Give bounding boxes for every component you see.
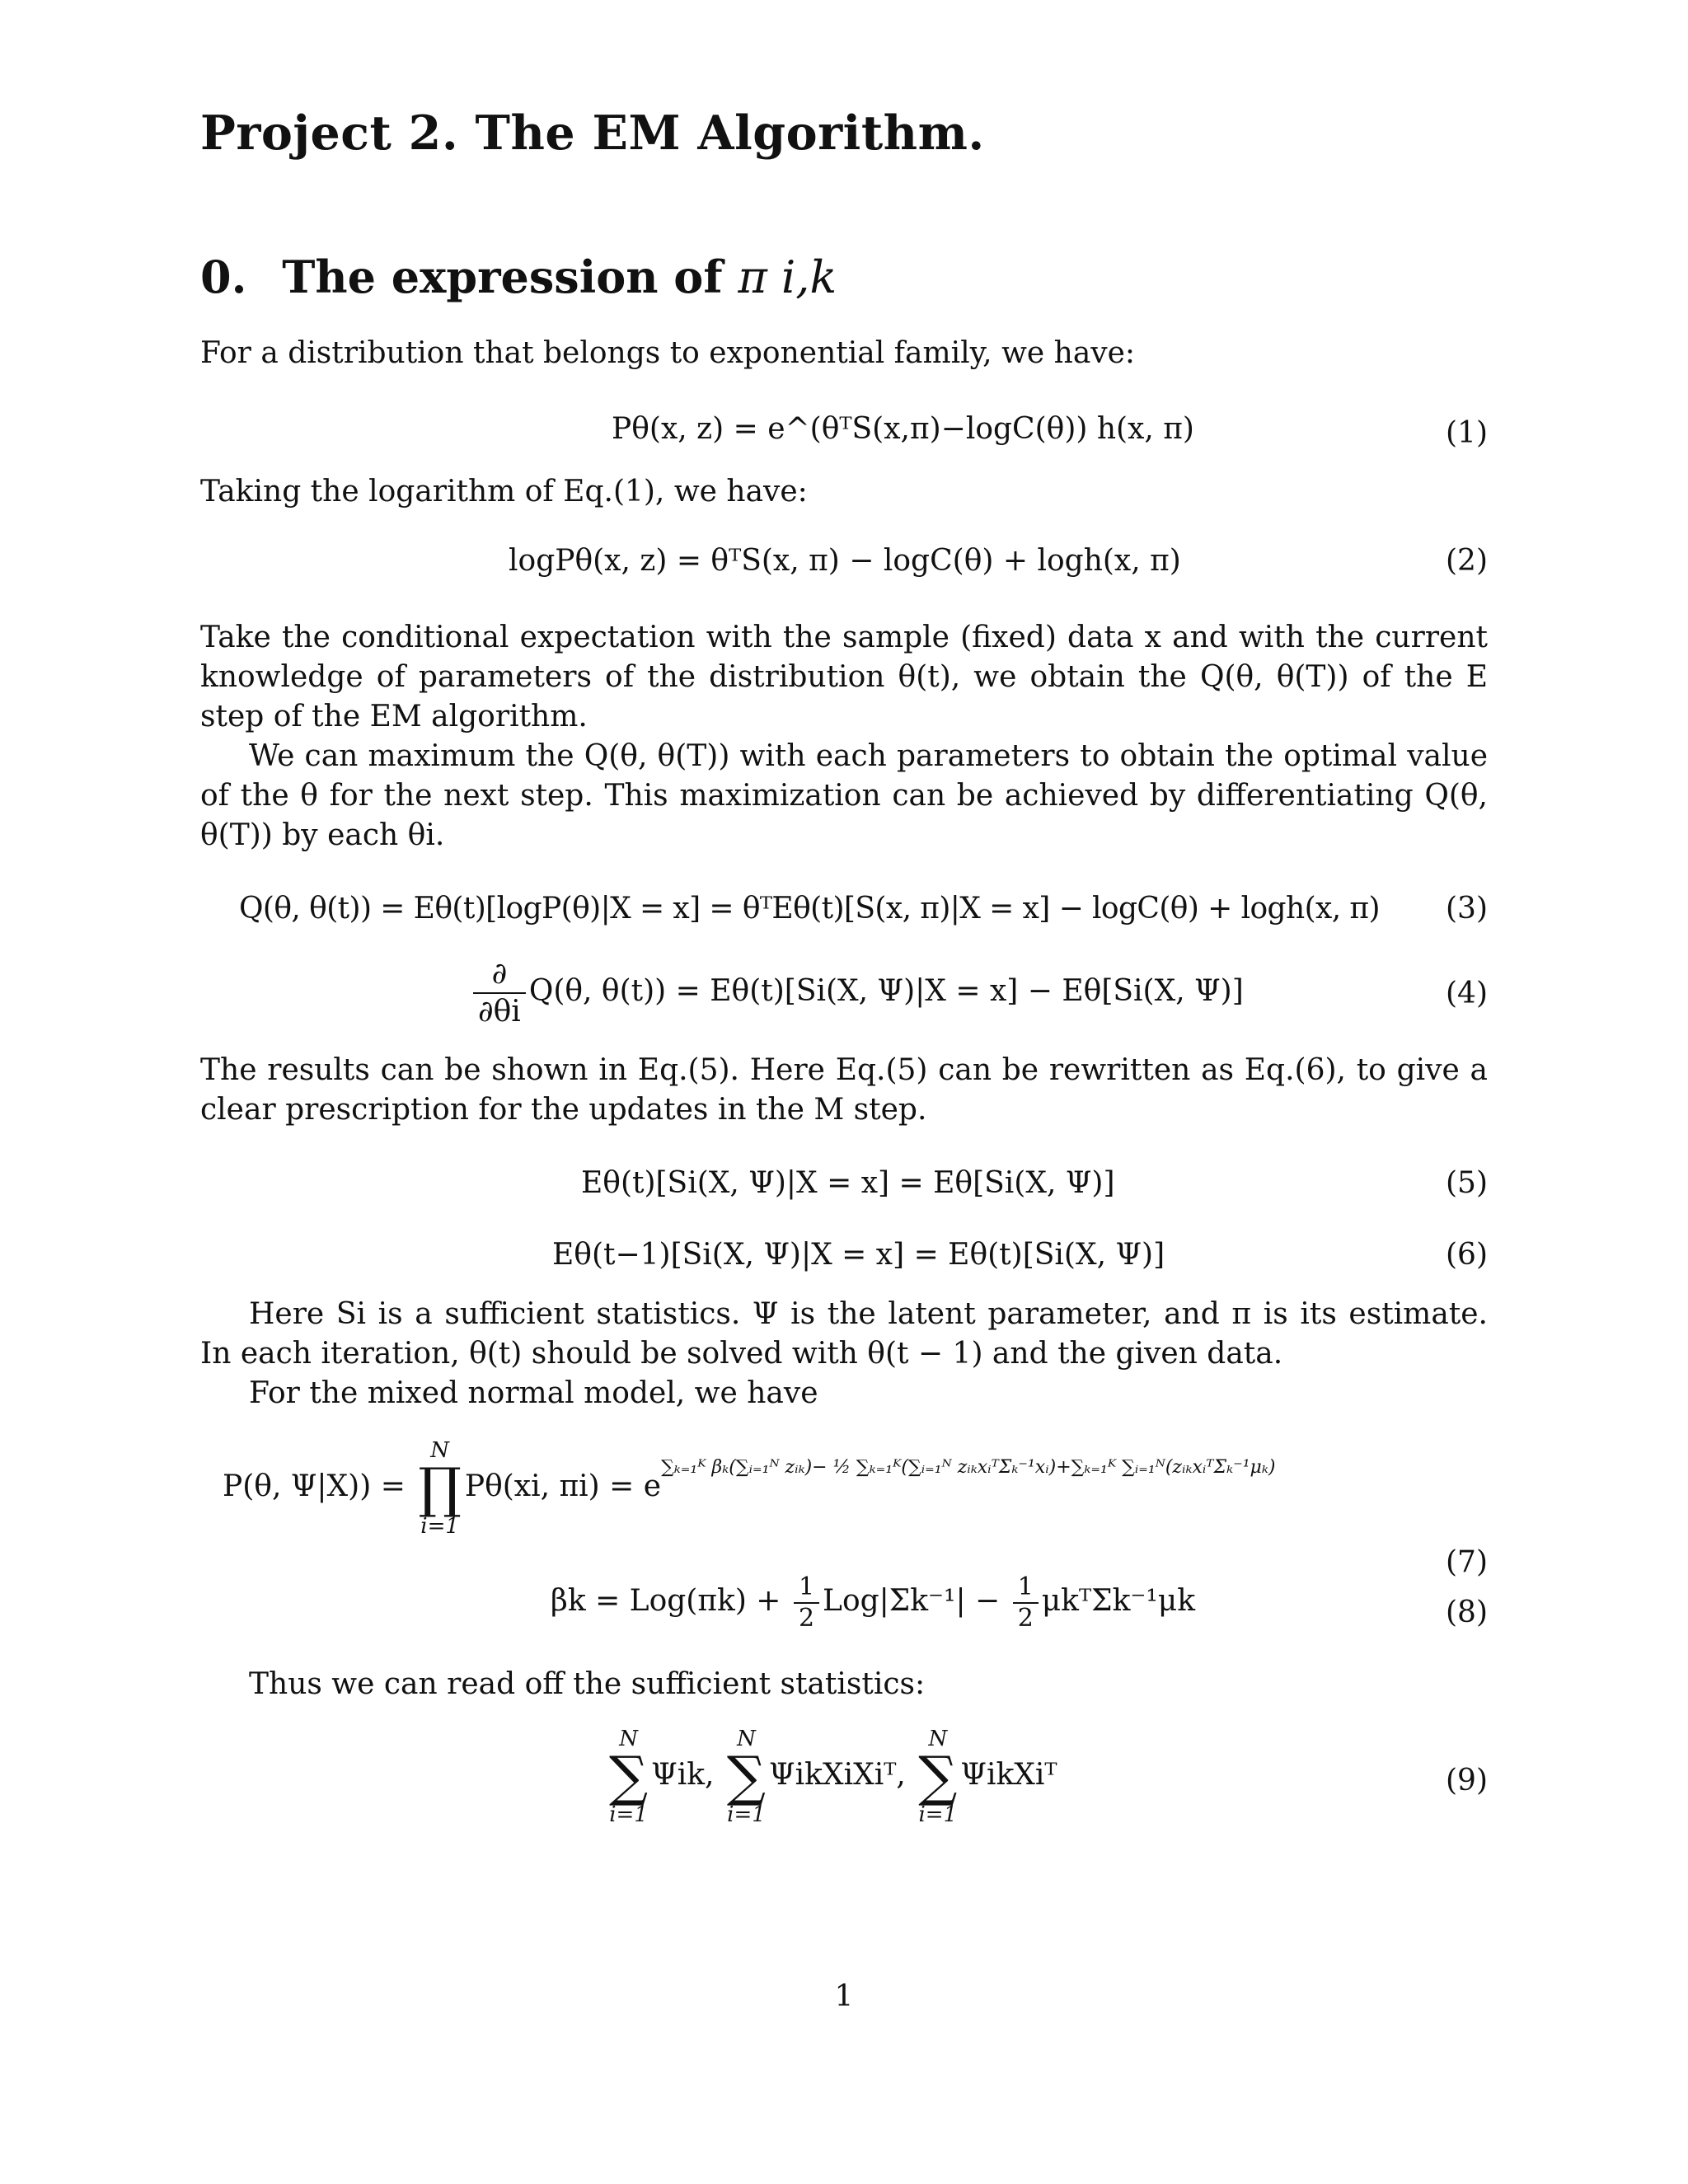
paragraph-5: The results can be shown in Eq.(5). Here Eq.(5) can be rewritten as Eq.(6), to give a clear prescription for the updates in the M step. [200, 1053, 1488, 1127]
paragraph-3: Take the conditional expectation with the sample (fixed) data x and with the current knowledge of parameters of the distribution θ(t), we obtain the Q(θ, θ(T)) of the E step of the EM algorithm. [200, 621, 1488, 733]
fraction-numerator: ∂ [473, 956, 526, 994]
equation-7-exponent: ∑ₖ₌₁ᴷ βₖ(∑ᵢ₌₁ᴺ zᵢₖ)− ½ ∑ₖ₌₁ᴷ(∑ᵢ₌₁ᴺ zᵢₖxᵢᵀΣₖ⁻¹xᵢ)+∑ₖ₌₁ᴷ ∑ᵢ₌₁ᴺ(zᵢₖxᵢᵀΣₖ⁻¹μₖ) [661, 1457, 1276, 1478]
equation-5: Eθ(t)[Si(X, Ψ)|X = x] = Eθ[Si(X, Ψ)] [581, 1166, 1115, 1200]
paragraph-1: For a distribution that belongs to exponential family, we have: [200, 336, 1136, 370]
equation-8-tail: μkᵀΣk⁻¹μk [1041, 1584, 1196, 1618]
section-math: π i,k [738, 251, 837, 303]
product-symbol: ∏ [418, 1456, 462, 1520]
sum-symbol: ∑ [609, 1745, 649, 1808]
half-fraction-2 [1013, 1572, 1039, 1633]
sum-lower-limit: i=1 [727, 1802, 766, 1827]
equation-4-rhs: Q(θ, θ(t)) = Eθ(t)[Si(X, Ψ)|X = x] − Eθ[Si(X, Ψ)] [528, 974, 1244, 1008]
equation-8 [551, 1572, 1195, 1633]
product-upper-limit: N [430, 1438, 449, 1463]
equation-8-lhs: βk = Log(πk) + [551, 1584, 781, 1618]
equation-number-3: (3) [1446, 892, 1488, 926]
equation-6: Eθ(t−1)[Si(X, Ψ)|X = x] = Eθ(t)[Si(X, Ψ)] [552, 1238, 1165, 1272]
fraction-numerator: 1 [794, 1572, 819, 1604]
sum-operator-2 [727, 1727, 766, 1827]
equation-number-1: (1) [1446, 416, 1488, 450]
sum-symbol: ∑ [918, 1745, 958, 1808]
fraction-denominator: 2 [1017, 1604, 1034, 1633]
equation-number-2: (2) [1446, 544, 1488, 578]
fraction-denominator: 2 [798, 1604, 815, 1633]
section-heading [200, 251, 837, 303]
sum-operator-3 [918, 1727, 957, 1827]
product-lower-limit: i=1 [420, 1514, 459, 1539]
paragraph-7: For the mixed normal model, we have [249, 1376, 818, 1410]
fraction-denominator: ∂θi [478, 995, 521, 1029]
sum-lower-limit: i=1 [609, 1802, 648, 1827]
equation-9 [606, 1727, 1057, 1827]
sum-upper-limit: N [619, 1727, 638, 1751]
paragraph-6: Here Si is a sufficient statistics. Ψ is the latent parameter, and π is its estimate. In each iteration, θ(t) should be solved with θ(t − 1) and the given data. [200, 1297, 1488, 1371]
statistic-2: ΨikXiXiᵀ, [769, 1758, 906, 1792]
product-operator [418, 1438, 462, 1539]
equation-1: Pθ(x, z) = e^(θᵀS(x,π)−logC(θ)) h(x, π) [612, 412, 1194, 446]
statistic-1: Ψik, [651, 1758, 715, 1792]
sum-operator-1 [609, 1727, 648, 1827]
equation-7-middle: Pθ(xi, πi) = e [464, 1469, 662, 1503]
sum-lower-limit: i=1 [918, 1802, 958, 1827]
equation-7-lhs: P(θ, Ψ|X)) = [223, 1469, 406, 1503]
half-fraction-1 [794, 1572, 819, 1633]
equation-number-5: (5) [1446, 1166, 1488, 1200]
paragraph-2: Taking the logarithm of Eq.(1), we have: [200, 475, 808, 509]
partial-derivative-fraction [473, 956, 526, 1030]
sum-symbol: ∑ [726, 1745, 767, 1808]
equation-2: logPθ(x, z) = θᵀS(x, π) − logC(θ) + logh(x, π) [509, 544, 1181, 578]
equation-number-7: (7) [1446, 1545, 1488, 1579]
equation-4 [470, 956, 1244, 1030]
equation-8-middle: Log|Σk⁻¹| − [823, 1584, 1001, 1618]
equation-number-9: (9) [1446, 1764, 1488, 1797]
equation-number-6: (6) [1446, 1238, 1488, 1272]
equation-number-8: (8) [1446, 1596, 1488, 1629]
sum-upper-limit: N [928, 1727, 948, 1751]
fraction-numerator: 1 [1013, 1572, 1039, 1604]
equation-3: Q(θ, θ(t)) = Eθ(t)[logP(θ)|X = x] = θᵀEθ(t)[S(x, π)|X = x] − logC(θ) + logh(x, π) [239, 892, 1380, 926]
paragraph-8: Thus we can read off the sufficient statistics: [249, 1667, 926, 1701]
sum-upper-limit: N [737, 1727, 756, 1751]
statistic-3: ΨikXiᵀ [960, 1758, 1057, 1792]
page-title: Project 2. The EM Algorithm. [200, 105, 985, 161]
paragraph-4: We can maximum the Q(θ, θ(T)) with each parameters to obtain the optimal value of the θ for the next step. This maximization can be achieved by differentiating Q(θ, θ(T)) by each θi. [200, 739, 1488, 852]
equation-number-4: (4) [1446, 977, 1488, 1010]
page-number: 1 [834, 1980, 854, 2013]
section-text: The expression of [282, 251, 723, 303]
equation-7 [223, 1438, 1275, 1539]
section-number: 0. [200, 251, 247, 303]
